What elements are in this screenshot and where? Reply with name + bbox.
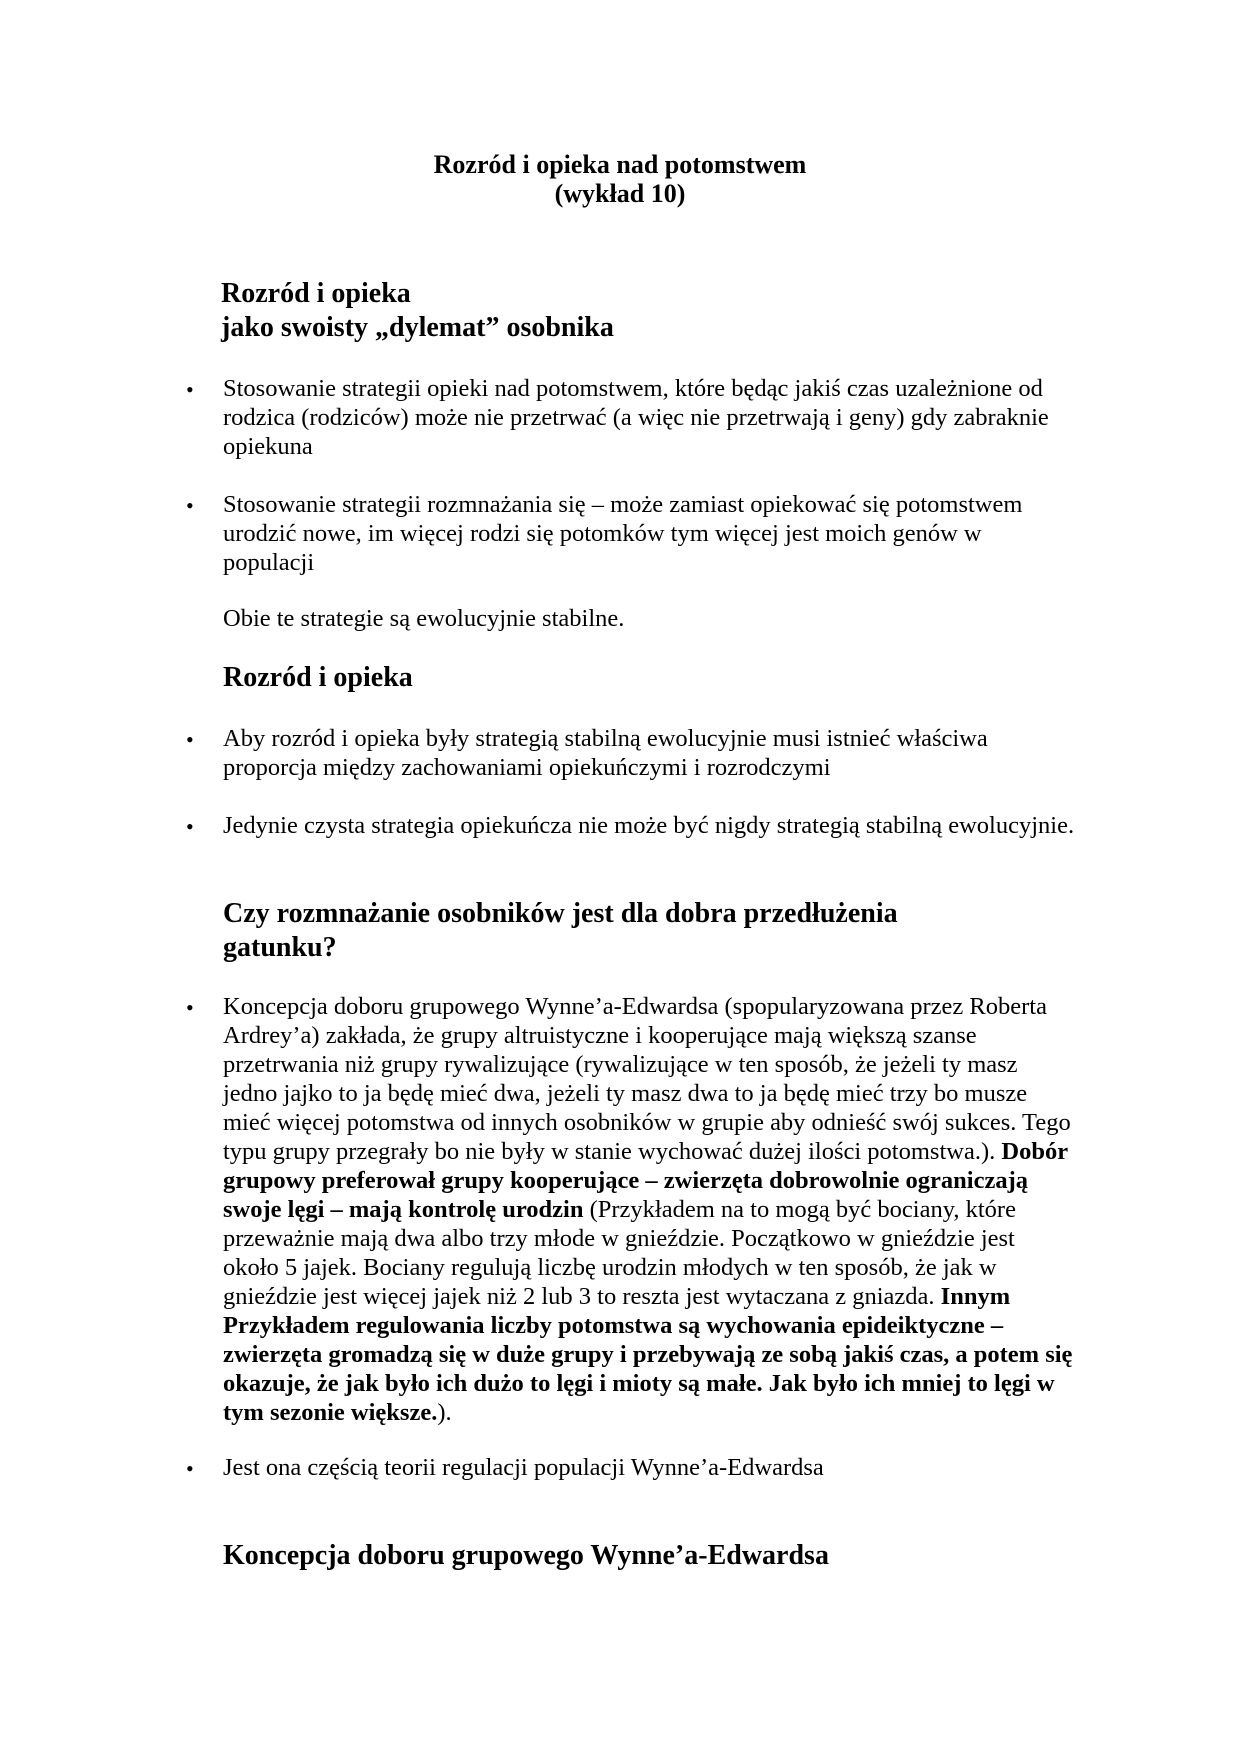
text-run: ).: [437, 1399, 452, 1426]
bullet-item: [223, 1453, 1123, 1482]
text-line: [223, 1137, 1123, 1166]
text-line: [223, 1398, 1123, 1427]
text-line: [223, 1021, 1123, 1050]
text-run: około 5 jajek. Bociany regulują liczbę urodzin młodych w ten sposób, że jak w: [223, 1254, 997, 1281]
text-run: przetrwania niż grupy rywalizujące (rywalizujące w ten sposób, że jeżeli ty masz: [223, 1051, 1018, 1078]
bullet-icon: •: [186, 493, 194, 518]
bullet-item: [223, 811, 1123, 840]
text-line: [223, 519, 1123, 548]
text-line: [223, 992, 1123, 1021]
text-line: [223, 1369, 1123, 1398]
text-line: [223, 490, 1123, 519]
heading-line: Rozród i opieka: [221, 278, 411, 309]
bullet-icon: •: [186, 1456, 194, 1481]
document-title: [0, 148, 1240, 206]
text-line: [223, 1079, 1123, 1108]
text-run: Stosowanie strategii opieki nad potomstwem, które będąc jakiś czas uzależnione od: [223, 375, 1043, 402]
text-line: [223, 724, 1123, 753]
text-line: [223, 1453, 1123, 1482]
text-run: rodzica (rodziców) może nie przetrwać (a więc nie przetrwają i geny) gdy zabraknie: [223, 404, 1049, 431]
bold-text: tym sezonie większe.: [223, 1399, 438, 1426]
text-run: przeważnie mają dwa albo trzy młode w gnieździe. Początkowo w gnieździe jest: [223, 1225, 1015, 1252]
text-run: typu grupy przegrały bo nie były w stanie wychować dużej ilości potomstwa.).: [223, 1138, 1002, 1165]
text-run: Koncepcja doboru grupowego Wynne’a-Edwardsa (spopularyzowana przez Roberta: [223, 993, 1047, 1020]
bold-text: Przykładem regulowania liczby potomstwa są wychowania epideiktyczne –: [223, 1312, 1004, 1339]
bullet-item: [223, 490, 1123, 577]
text-line: [223, 1224, 1123, 1253]
text-line: [223, 1340, 1123, 1369]
heading-line: Rozród i opieka: [223, 662, 413, 693]
paragraph: [223, 604, 1123, 633]
text-line: [223, 1108, 1123, 1137]
heading-rozrod: [223, 661, 1123, 695]
text-line: [223, 548, 1123, 577]
text-line: [223, 1195, 1123, 1224]
text-line: [223, 1282, 1123, 1311]
text-run: Stosowanie strategii rozmnażania się – może zamiast opiekować się potomstwem: [223, 491, 1023, 518]
text-run: Aby rozród i opieka były strategią stabilną ewolucyjnie musi istnieć właściwa: [223, 725, 988, 752]
title-line: Rozród i opieka nad potomstwem: [433, 150, 807, 179]
text-run: Jest ona częścią teorii regulacji populacji Wynne’a-Edwardsa: [223, 1454, 824, 1481]
bullet-item: [223, 724, 1123, 782]
text-run: Obie te strategie są ewolucyjnie stabilne.: [223, 605, 625, 632]
text-run: Jedynie czysta strategia opiekuńcza nie może być nigdy strategią stabilną ewolucyjnie.: [223, 812, 1075, 839]
heading-line: Koncepcja doboru grupowego Wynne’a-Edwardsa: [223, 1540, 829, 1571]
text-line: [223, 1166, 1123, 1195]
bold-text: Innym: [940, 1283, 1011, 1310]
text-line: [223, 1253, 1123, 1282]
bullet-item: [223, 374, 1123, 461]
text-line: [223, 604, 1123, 633]
text-run: Ardrey’a) zakłada, że grupy altruistyczne i kooperujące mają większą szanse: [223, 1022, 977, 1049]
bullet-item: [223, 992, 1123, 1427]
bold-text: swoje lęgi – mają kontrolę urodzin: [223, 1196, 584, 1223]
text-run: gnieździe jest więcej jajek niż 2 lub 3 to reszta jest wytaczana z gniazda.: [223, 1283, 941, 1310]
bullet-icon: •: [186, 995, 194, 1020]
text-line: [223, 753, 1123, 782]
text-run: populacji: [223, 549, 315, 576]
bold-text: okazuje, że jak było ich dużo to lęgi i mioty są małe. Jak było ich mniej to lęgi w: [223, 1370, 1055, 1397]
heading-wynne-edwards: [223, 1539, 1123, 1573]
text-line: [223, 374, 1123, 403]
bullet-icon: •: [186, 814, 194, 839]
bullet-icon: •: [186, 377, 194, 402]
heading-question: [223, 897, 1123, 964]
text-run: opiekuna: [223, 433, 313, 460]
title-subtitle: (wykład 10): [554, 179, 686, 208]
heading-dilemma: [221, 277, 1121, 344]
bold-text: zwierzęta gromadzą się w duże grupy i przebywają ze sobą jakiś czas, a potem się: [223, 1341, 1073, 1368]
heading-line: gatunku?: [223, 931, 337, 963]
text-run: (Przykładem na to mogą być bociany, które: [583, 1196, 1016, 1223]
bold-text: Dobór: [1001, 1138, 1069, 1165]
text-line: [223, 811, 1123, 840]
heading-line: Czy rozmnażanie osobników jest dla dobra przedłużenia: [223, 898, 898, 929]
text-line: [223, 1311, 1123, 1340]
text-run: proporcja między zachowaniami opiekuńczymi i rozrodczymi: [223, 754, 831, 781]
text-run: mieć więcej potomstwa od innych osobników w grupie aby odnieść swój sukces. Tego: [223, 1109, 1071, 1136]
text-line: [223, 403, 1123, 432]
bullet-icon: •: [186, 727, 194, 752]
text-line: [223, 1050, 1123, 1079]
text-run: jedno jajko to ja będę mieć dwa, jeżeli ty masz dwa to ja będę mieć trzy bo musze: [223, 1080, 1028, 1107]
bold-text: grupowy preferował grupy kooperujące – zwierzęta dobrowolnie ograniczają: [223, 1167, 1028, 1194]
text-run: urodzić nowe, im więcej rodzi się potomków tym więcej jest moich genów w: [223, 520, 982, 547]
text-line: [223, 432, 1123, 461]
heading-line: jako swoisty „dylemat” osobnika: [221, 311, 614, 343]
